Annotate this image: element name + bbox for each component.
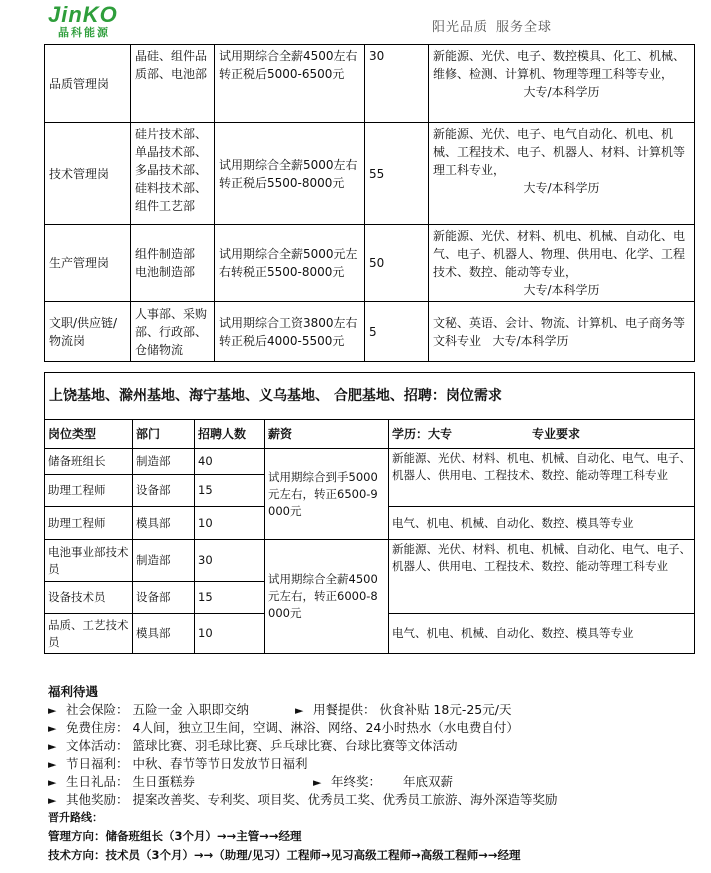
salary-cell: 试用期综合工资3800左右转正税后4000-5500元 (215, 302, 365, 362)
table-row (45, 123, 695, 225)
table-row (45, 449, 695, 475)
benefit-label: 年终奖： (330, 774, 381, 789)
header-salary: 薪资 (265, 420, 389, 449)
benefit-row (48, 791, 708, 809)
department-cell: 晶硅、组件品质部、电池部 (131, 45, 215, 123)
salary-cell: 试用期综合到手5000元左右，转正6500-9000元 (265, 449, 389, 540)
requirements-cell: 新能源、光伏、材料、机电、机械、自动化、电气、电子、机器人、供用电、工程技术、数控、能动等理工科专业 (389, 449, 695, 507)
management-path-row (48, 827, 708, 846)
promotion-title: 晋升路线： (48, 811, 103, 824)
count-cell: 40 (195, 449, 265, 475)
benefit-value: 篮球比赛、羽毛球比赛、乒乓球比赛、台球比赛等文体活动 (132, 738, 458, 753)
jinko-logo (48, 2, 148, 38)
header-count: 招聘人数 (195, 420, 265, 449)
benefit-row (48, 701, 708, 719)
benefit-row (48, 755, 708, 773)
education-text: 大专/本科学历 (492, 333, 569, 348)
count-cell: 5 (365, 302, 429, 362)
benefit-value: 中秋、春节等节日发放节日福利 (132, 756, 308, 771)
department-cell: 模具部 (133, 614, 195, 654)
table-row (45, 540, 695, 582)
requirements-cell: 电气、机电、机械、自动化、数控、模具等专业 (389, 614, 695, 654)
bullet-icon: ► (48, 758, 57, 771)
logo-en: JinKO (48, 2, 118, 27)
count-cell: 10 (195, 507, 265, 540)
slogan-2: 服务全球 (496, 20, 553, 35)
department-cell: 组件制造部 电池制造部 (131, 225, 215, 302)
requirements-cell: 新能源、光伏、材料、机电、机械、自动化、电气、电子、机器人、供用电、工程技术、数控、能动等理工科专业 (389, 540, 695, 614)
bullet-icon: ► (48, 722, 57, 735)
requirements-cell (429, 123, 695, 225)
position-cell: 助理工程师 (45, 475, 133, 507)
salary-cell: 试用期综合全薪5000左右转正税后5500-8000元 (215, 123, 365, 225)
bullet-icon: ► (312, 776, 322, 789)
position-cell: 助理工程师 (45, 507, 133, 540)
position-cell: 生产管理岗 (45, 225, 131, 302)
count-cell: 30 (195, 540, 265, 582)
bullet-icon: ► (48, 776, 57, 789)
base-table-title: 上饶基地、滁州基地、海宁基地、义乌基地、 合肥基地、招聘：岗位需求 (45, 373, 695, 420)
benefits-section (48, 683, 708, 865)
benefit-row (48, 773, 708, 791)
count-cell: 15 (195, 475, 265, 507)
requirements-text: 文秘、英语、会计、物流、计算机、电子商务等文科专业 (433, 315, 686, 348)
header-requirements: 专业要求 (532, 426, 581, 441)
logo-cn: 晶科能源 (58, 26, 110, 39)
requirements-cell (429, 302, 695, 362)
page-header (0, 0, 711, 44)
requirements-text: 新能源、光伏、电子、数控模具、化工、机械、维修、检测、计算机、物理等理工科等专业， (433, 49, 686, 81)
technical-path-row (48, 846, 708, 865)
header-education: 学历：大专 (392, 426, 453, 441)
position-cell: 电池事业部技术员 (45, 540, 133, 582)
benefit-label: 文体活动： (66, 738, 129, 753)
department-cell: 制造部 (133, 540, 195, 582)
salary-cell: 试用期综合全薪5000元左右转税正5500-8000元 (215, 225, 365, 302)
benefit-label: 免费住房： (66, 720, 129, 735)
technical-label: 技术方向： (48, 848, 106, 862)
department-cell: 设备部 (133, 475, 195, 507)
header-education-requirements (389, 420, 695, 449)
bullet-icon: ► (48, 740, 57, 753)
education-text: 大专/本科学历 (523, 85, 600, 99)
requirements-cell: 电气、机电、机械、自动化、数控、模具等专业 (389, 507, 695, 540)
benefit-label: 用餐提供： (312, 702, 376, 717)
base-positions-table (44, 372, 695, 654)
position-cell: 技术管理岗 (45, 123, 131, 225)
management-label: 管理方向： (48, 829, 106, 843)
benefit-value: 五险一金 入职即交纳 (132, 702, 249, 717)
department-cell: 模具部 (133, 507, 195, 540)
slogan-1: 阳光品质 (432, 20, 489, 35)
header-department: 部门 (133, 420, 195, 449)
benefits-title: 福利待遇 (48, 684, 99, 699)
benefit-value: 伙食补贴 18元-25元/天 (379, 702, 512, 717)
department-cell: 人事部、采购部、行政部、仓储物流 (131, 302, 215, 362)
count-cell: 30 (365, 45, 429, 123)
bullet-icon: ► (294, 704, 304, 717)
education-text: 大专/本科学历 (523, 283, 600, 297)
benefit-value: 年底双薪 (402, 774, 453, 789)
benefit-label: 生日礼品： (66, 774, 129, 789)
table-header-row (45, 420, 695, 449)
count-cell: 10 (195, 614, 265, 654)
table-row (45, 225, 695, 302)
position-cell: 品质管理岗 (45, 45, 131, 123)
table-row (45, 45, 695, 123)
bullet-icon: ► (48, 794, 57, 807)
benefit-row (48, 719, 708, 737)
count-cell: 55 (365, 123, 429, 225)
salary-cell: 试用期综合全薪4500元左右，转正6000-8000元 (265, 540, 389, 654)
benefit-value: 提案改善奖、专利奖、项目奖、优秀员工奖、优秀员工旅游、海外深造等奖励 (132, 792, 558, 807)
bullet-icon: ► (48, 704, 57, 717)
department-cell: 硅片技术部、单晶技术部、多晶技术部、硅料技术部、组件工艺部 (131, 123, 215, 225)
department-cell: 设备部 (133, 582, 195, 614)
benefit-label: 其他奖励： (66, 792, 129, 807)
headquarters-positions-table (44, 44, 695, 362)
count-cell: 15 (195, 582, 265, 614)
requirements-cell (429, 45, 695, 123)
benefit-value: 生日蛋糕券 (132, 774, 196, 789)
salary-cell: 试用期综合全薪4500左右转正税后5000-6500元 (215, 45, 365, 123)
table-row (45, 302, 695, 362)
technical-path: 技术员（3个月）→→（助理/见习）工程师→见习高级工程师→高级工程师→→经理 (105, 848, 521, 862)
department-cell: 制造部 (133, 449, 195, 475)
education-text: 大专/本科学历 (523, 181, 600, 195)
benefit-label: 社会保险： (66, 702, 129, 717)
management-path: 储备班组长（3个月）→→主管→→经理 (105, 829, 302, 843)
position-cell: 储备班组长 (45, 449, 133, 475)
position-cell: 品质、工艺技术员 (45, 614, 133, 654)
position-cell: 文职/供应链/物流岗 (45, 302, 131, 362)
requirements-text: 新能源、光伏、电子、电气自动化、机电、机械、工程技术、电子、机器人、材料、计算机等理工科专业， (433, 127, 686, 177)
position-cell: 设备技术员 (45, 582, 133, 614)
benefit-row (48, 737, 708, 755)
benefit-label: 节日福利： (66, 756, 129, 771)
header-position: 岗位类型 (45, 420, 133, 449)
slogan (432, 16, 552, 35)
count-cell: 50 (365, 225, 429, 302)
benefit-value: 4人间，独立卫生间，空调、淋浴、网络、24小时热水（水电费自付） (132, 720, 519, 735)
requirements-text: 新能源、光伏、材料、机电、机械、自动化、电气、电子、机器人、物理、供用电、化学、工程技术、数控、能动等专业， (433, 229, 686, 279)
requirements-cell (429, 225, 695, 302)
